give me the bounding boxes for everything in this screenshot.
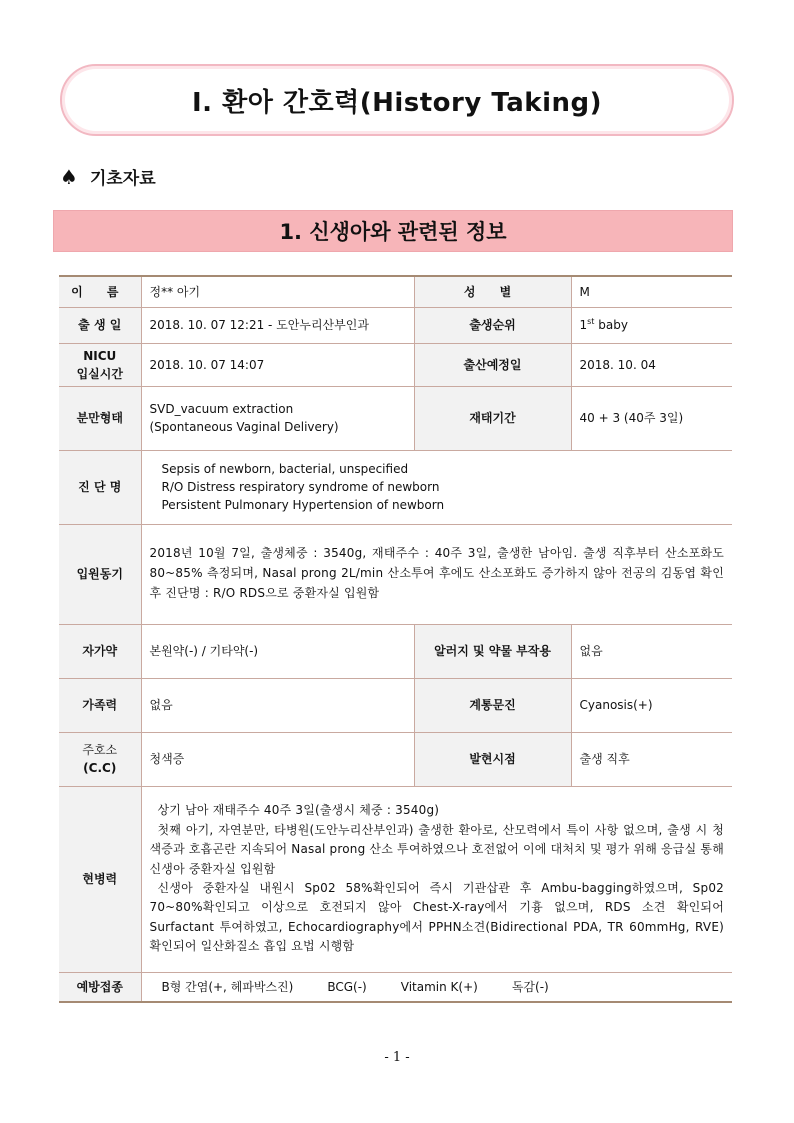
vaccination-item: BCG(-): [327, 979, 367, 994]
patient-info-table: [59, 275, 732, 1003]
delivery-label: 분만형태: [59, 386, 141, 450]
nicu-label: [59, 343, 141, 386]
birth-value: 2018. 10. 07 12:21 - 도안누리산부인과: [141, 307, 414, 343]
nicu-label-line1: NICU: [83, 348, 117, 363]
meds-label: 자가약: [59, 624, 141, 678]
onset-value: 출생 직후: [571, 732, 732, 786]
table-row: [59, 786, 732, 972]
diagnosis-label: 진 단 명: [59, 450, 141, 524]
vaccination-item: B형 간염(+, 헤파박스진): [161, 979, 294, 994]
onset-label: 발현시점: [414, 732, 571, 786]
chief-complaint-label-line1: 주호소: [82, 743, 118, 757]
admission-motive-label: 입원동기: [59, 524, 141, 624]
sex-value: M: [571, 276, 732, 307]
page-title: Ⅰ. 환아 간호력(History Taking): [191, 87, 602, 118]
vaccination-item: Vitamin K(+): [400, 979, 478, 994]
vaccination-item: 독감(-): [511, 979, 549, 994]
chief-complaint-label: [59, 732, 141, 786]
nicu-label-line2: 입실시간: [76, 366, 123, 381]
chief-complaint-label-line2: (C.C): [83, 761, 117, 775]
family-history-label: 가족력: [59, 678, 141, 732]
spade-icon: ♠: [60, 164, 78, 189]
section-heading: [60, 164, 156, 189]
page-number: - 1 -: [384, 1050, 410, 1065]
gestation-label: 재태기간: [414, 386, 571, 450]
present-illness-label: 현병력: [59, 786, 141, 972]
nicu-value: 2018. 10. 07 14:07: [141, 343, 414, 386]
allergy-value: 없음: [571, 624, 732, 678]
birth-order-rest: baby: [594, 318, 628, 332]
table-row: [59, 972, 732, 1002]
admission-motive-text: 2018년 10월 7일, 출생체중 : 3540g, 재태주수 : 40주 3일, 출생한 남아임. 출생 직후부터 산소포화도 80~85% 측정되며, Nasal prong 2L/min 산소투여 후에도 산소포화도 증가하지 않아 전공의 김동엽 확인 후 진단명 : R/O RDS으로 중환자실 입원함: [141, 524, 732, 624]
allergy-label: 알러지 및 약물 부작용: [414, 624, 571, 678]
subsection-title: 1. 신생아와 관련된 정보: [279, 220, 507, 244]
present-illness-text: [141, 786, 732, 972]
family-history-value: 없음: [141, 678, 414, 732]
table-row: [59, 450, 732, 524]
table-row: [59, 386, 732, 450]
birth-order-num: 1: [579, 318, 588, 332]
review-of-systems-value: Cyanosis(+): [571, 678, 732, 732]
section-heading-text: 기초자료: [89, 169, 156, 189]
diagnosis-item: Sepsis of newborn, bacterial, unspecified: [161, 462, 409, 476]
vaccination-value: [141, 972, 732, 1002]
name-value: 정** 아기: [141, 276, 414, 307]
diagnosis-item: R/O Distress respiratory syndrome of newborn: [161, 480, 440, 494]
birth-order-sup: st: [587, 317, 595, 326]
birth-order-label: 출생순위: [414, 307, 571, 343]
birth-label: 출 생 일: [59, 307, 141, 343]
diagnosis-list: [141, 450, 732, 524]
table-row: [59, 307, 732, 343]
present-illness-para1: 첫째 아기, 자연분만, 타병원(도안누리산부인과) 출생한 환아로, 산모력에서 특이 사항 없으며, 출생 시 청색증과 호흡곤란 지속되어 Nasal prong 산소 투여하였으나 호전없어 이에 대처치 및 평가 위해 응급실 통해 신생아 중환자실 입원함: [149, 822, 724, 876]
table-row: [59, 678, 732, 732]
review-of-systems-label: 계통문진: [414, 678, 571, 732]
diagnosis-item: Persistent Pulmonary Hypertension of newborn: [161, 498, 445, 512]
gestation-value: 40 + 3 (40주 3일): [571, 386, 732, 450]
due-date-value: 2018. 10. 04: [571, 343, 732, 386]
present-illness-line1: 상기 남아 재태주수 40주 3일(출생시 체중 : 3540g): [157, 803, 440, 818]
delivery-line1: SVD_vacuum extraction: [149, 402, 294, 416]
meds-value: 본원약(-) / 기타약(-): [141, 624, 414, 678]
table-row: [59, 732, 732, 786]
vaccination-label: 예방접종: [59, 972, 141, 1002]
chief-complaint-value: 청색증: [141, 732, 414, 786]
table-row: [59, 624, 732, 678]
delivery-value: [141, 386, 414, 450]
delivery-line2: (Spontaneous Vaginal Delivery): [149, 420, 339, 434]
sex-label: 성 별: [414, 276, 571, 307]
page-title-box: [60, 64, 734, 136]
table-row: [59, 343, 732, 386]
table-row: [59, 524, 732, 624]
birth-order-value: [571, 307, 732, 343]
present-illness-para2: 신생아 중환자실 내원시 Sp02 58%확인되어 즉시 기관삽관 후 Ambu-bagging하였으며, Sp02 70~80%확인되고 이상으로 호전되지 않아 Chest-X-ray에서 기흉 없으며, RDS 소견 확인되어 Surfactant 투여하였고, Echocardiography에서 PPHN소견(Bidirectional PDA, TR 60mmHg, RVE)확인되어 일산화질소 흡입 요법 시행함: [149, 881, 724, 954]
subsection-banner: [53, 210, 733, 252]
table-row: [59, 276, 732, 307]
due-date-label: 출산예정일: [414, 343, 571, 386]
name-label: 이 름: [59, 276, 141, 307]
